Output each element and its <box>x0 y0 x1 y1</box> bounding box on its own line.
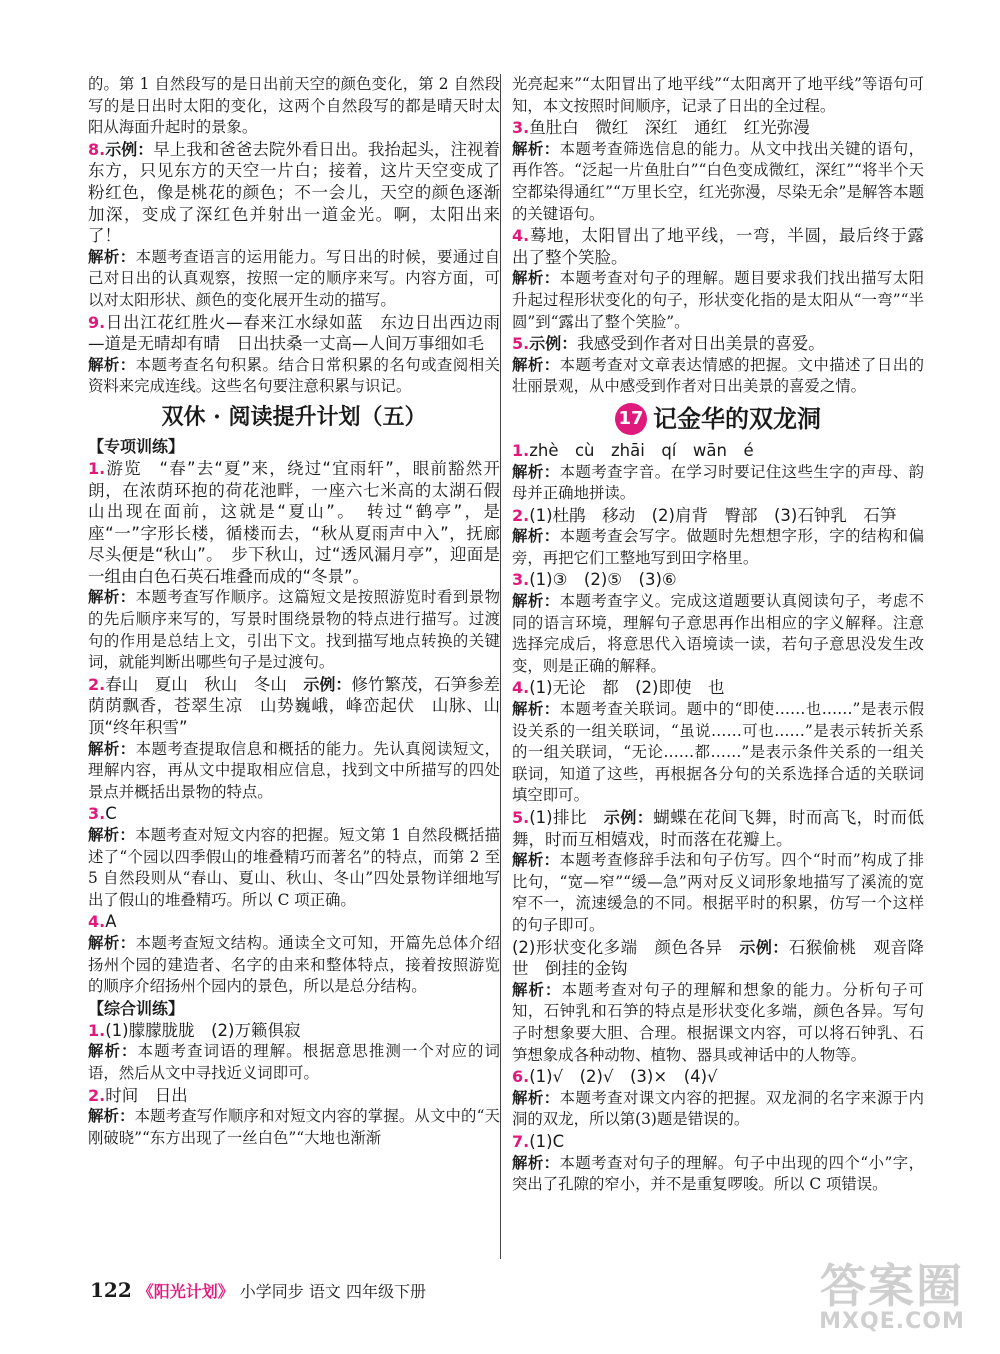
intro-paragraph: 的。第 1 自然段写的是日出前天空的颜色变化，第 2 自然段写的是日出时太阳的变化，这两个自然段写的都是晴天时太阳从海面升起时的景象。 <box>88 75 500 137</box>
explanation-label: 解析： <box>512 269 560 288</box>
answer-text: (1)③ (2)⑤ (3)⑥ <box>529 570 677 590</box>
explanation-l5 <box>512 850 924 936</box>
explanation-label: 解析： <box>512 1153 560 1172</box>
explanation-label: 解析： <box>512 980 562 999</box>
lesson-number-badge: 17 <box>615 403 647 435</box>
answer-9 <box>88 312 500 355</box>
answer-s1 <box>88 458 500 588</box>
explanation-label: 解析： <box>512 592 560 611</box>
lesson-title-text: 记金华的双龙洞 <box>653 403 821 433</box>
lesson-title <box>512 400 924 438</box>
question-number: 4. <box>512 226 530 246</box>
right-column <box>512 74 924 1196</box>
explanation-l2 <box>512 526 924 569</box>
explanation-l3 <box>512 591 924 677</box>
answer-text: C <box>105 804 117 824</box>
answer-text: (1)C <box>529 1131 565 1151</box>
explanation-r4 <box>512 268 924 333</box>
question-number: 1. <box>88 458 106 478</box>
explanation-label: 解析： <box>88 739 136 758</box>
answer-text: (2)形状变化多端 颜色各异 <box>512 937 740 957</box>
explanation-label: 解析： <box>88 1042 138 1061</box>
answer-text: 我感受到作者对日出美景的喜爱。 <box>577 334 825 354</box>
left-column <box>88 74 517 1149</box>
explanation-label: 解析： <box>512 139 560 158</box>
answer-l3 <box>512 569 924 591</box>
explanation-text: 本题考查筛选信息的能力。从文中找出关键的语句，再作答。“泛起一片鱼肚白”“白色变成微红，深红”“将半个天空都染得通红”“万里长空，红光弥漫，尽染无余”是解答本题的关键语句。 <box>512 139 924 223</box>
question-number: 8. <box>88 139 106 159</box>
explanation-l1 <box>512 462 924 505</box>
answer-text: 日出江花红胜火—春来江水绿如蓝 东边日出西边雨—道是无晴却有晴 日出扶桑一丈高—人间万事细如毛 <box>88 312 500 354</box>
brand-name: 《阳光计划》 <box>137 1281 234 1301</box>
explanation-label: 解析： <box>88 588 136 607</box>
explanation-text: 本题考查对短文内容的把握。短文第 1 自然段概括描述了“个园以四季假山的堆叠精巧而著名”的特点，而第 2 至 5 自然段则从“春山、夏山、秋山、冬山”四处景物详细地写出了假山的堆叠精巧。所以 C 项正确。 <box>88 826 500 909</box>
explanation-text: 本题考查字音。在学习时要记住这些生字的声母、韵母并正确地拼读。 <box>512 462 924 503</box>
answer-l5 <box>512 807 924 850</box>
explanation-label: 解析： <box>88 355 136 374</box>
explanation-text: 本题考查修辞手法和句子仿写。四个“时而”构成了排比句，“宽—窄”“缓—急”两对反义词形象地描写了溪流的宽窄不一，流速缓急的不同。根据平时的积累，仿写一个这样的句子即可。 <box>512 851 924 934</box>
answer-text: 蝴蝶在花间飞舞，时而高飞，时而低舞，时而互相嬉戏，时而落在花瓣上。 <box>512 808 924 849</box>
explanation-l5-2 <box>512 980 924 1066</box>
watermark-text: 答案圈 <box>820 1259 964 1313</box>
example-label: 示例： <box>303 674 352 694</box>
explanation-l4 <box>512 699 924 807</box>
explanation-text: 本题考查短文结构。通读全文可知，开篇先总体介绍扬州个园的建造者、名字的由来和整体特点，接着按照游览的顺序介绍扬州个园内的景色，所以是总分结构。 <box>88 933 500 996</box>
explanation-text: 本题考查写作顺序。这篇短文是按照游览时看到景物的先后顺序来写的，写景时围绕景物的特点进行描写。过渡句的作用是总结上文，引出下文。找到描写地点转换的关键词，就能判断出哪些句子是过渡句。 <box>88 588 500 672</box>
series-title: 小学同步 语文 四年级下册 <box>239 1281 426 1301</box>
answer-text: 蓦地，太阳冒出了地平线，一弯，半圆，最后终于露出了整个笑脸。 <box>512 226 924 267</box>
answer-text: 游览 “春”去“夏”来，绕过“宜雨轩”，眼前豁然开朗，在浓荫环抱的荷花池畔，一座六七米高的太湖石假山出现在面前，这就是“夏山”。 转过“鹤亭”，是座“一”字形长楼，循楼而去，“秋从夏雨声中入”，抚廊尽头便是“秋山”。 步下秋山，过“透风漏月亭”，迎面是一组由白色石英石堆叠而成的“冬景”。 <box>88 458 500 586</box>
explanation-label: 解析： <box>88 826 136 844</box>
answer-8 <box>88 139 500 247</box>
question-number: 5. <box>512 808 530 827</box>
explanation-label: 解析： <box>88 933 136 952</box>
explanation-text: 本题考查名句积累。结合日常积累的名句或查阅相关资料来完成连线。这些名句要注意积累与识记。 <box>88 355 500 396</box>
answer-l1 <box>512 440 924 462</box>
answer-text: (1)杜鹃 移动 (2)肩背 臀部 (3)石钟乳 石笋 <box>529 505 897 525</box>
question-number: 2. <box>88 1085 106 1105</box>
explanation-s4 <box>88 933 500 998</box>
question-number: 1. <box>88 1020 106 1040</box>
answer-r5 <box>512 333 924 355</box>
explanation-z1 <box>88 1041 500 1084</box>
answer-text: 石猴偷桃 观音降世 倒挂的金钩 <box>512 937 924 979</box>
explanation-9 <box>88 355 500 398</box>
explanation-text: 本题考查语言的运用能力。写日出的时候，要通过自己对日出的认真观察，按照一定的顺序来写。内容方面，可以对太阳形状、颜色的变化展开生动的描写。 <box>88 247 500 309</box>
question-number: 6. <box>512 1067 530 1087</box>
example-label: 示例： <box>603 808 654 827</box>
question-number: 5. <box>512 334 530 354</box>
page-footer <box>90 1278 426 1302</box>
answer-text: (1)朦朦胧胧 (2)万籁俱寂 <box>105 1020 301 1040</box>
answer-l2 <box>512 505 924 527</box>
question-number: 2. <box>88 674 106 694</box>
page-number: 122 <box>90 1278 132 1302</box>
answer-s2 <box>88 674 517 739</box>
answer-text: 早上我和爸爸去院外看日出。我抬起头，注视着东方，只见东方的天空一片白；接着，这片天空变成了粉红色，像是桃花的颜色；不一会儿，天空的颜色逐渐加深，变成了深红色并射出一道金光。啊，太阳出来了！ <box>88 139 500 246</box>
explanation-label: 解析： <box>512 851 560 870</box>
explanation-text: 本题考查提取信息和概括的能力。先认真阅读短文，理解内容，再从文中提取相应信息，找到文中所描写的四处景点并概括出景物的特点。 <box>88 739 500 801</box>
explanation-l7 <box>512 1153 924 1196</box>
explanation-z2 <box>88 1106 500 1149</box>
explanation-r3 <box>512 139 924 225</box>
explanation-label: 解析： <box>512 355 560 374</box>
question-number: 3. <box>512 118 530 138</box>
answer-l5-2 <box>512 937 924 980</box>
explanation-label: 解析： <box>88 1107 135 1126</box>
question-number: 2. <box>512 505 530 525</box>
answer-r3 <box>512 117 924 139</box>
answer-z1 <box>88 1020 500 1042</box>
answer-text: 鱼肚白 微红 深红 通红 红光弥漫 <box>529 118 810 138</box>
explanation-text: 本题考查词语的理解。根据意思推测一个对应的词语，然后从文中寻找近义词即可。 <box>88 1042 500 1082</box>
question-number: 3. <box>88 804 106 824</box>
explanation-label: 解析： <box>512 527 560 546</box>
explanation-label: 解析： <box>512 1088 560 1107</box>
answer-text: (1)排比 <box>529 808 604 827</box>
answer-s3 <box>88 803 500 825</box>
question-number: 4. <box>88 912 106 932</box>
continued-paragraph: 光亮起来”“太阳冒出了地平线”“太阳离开了地平线”等语句可知，本文按照时间顺序，记录了日出的全过程。 <box>512 75 924 115</box>
explanation-s3 <box>88 825 500 911</box>
explanation-8 <box>88 247 500 312</box>
example-label: 示例： <box>105 139 154 159</box>
answer-l4 <box>512 677 924 699</box>
answer-text: 春山 夏山 秋山 冬山 <box>105 674 304 694</box>
question-number: 7. <box>512 1131 530 1151</box>
section-title: 双休 · 阅读提升计划（五） <box>161 403 427 430</box>
answer-text: (1)无论 都 (2)即使 也 <box>529 678 725 698</box>
sub-heading-comprehensive: 【综合训练】 <box>88 998 185 1018</box>
explanation-label: 解析： <box>512 462 560 481</box>
question-number: 3. <box>512 570 530 590</box>
explanation-text: 本题考查对句子的理解和想象的能力。分析句子可知，石钟乳和石笋的特点是形状变化多端，颜色各异。写句子时想象要大胆、合理。根据课文内容，可以将石钟乳、石笋想象成各种动物、植物、器具或神话中的人物等。 <box>512 980 924 1064</box>
watermark-logo <box>802 1259 982 1340</box>
explanation-r5 <box>512 355 924 398</box>
explanation-text: 本题考查对句子的理解。句子中出现的四个“小”字，突出了孔隙的窄小，并不是重复啰唆。所以 C 项错误。 <box>512 1153 924 1194</box>
explanation-s1 <box>88 587 500 673</box>
answer-text: 修竹繁茂，石笋参差 荫荫飘香，苍翠生凉 山势巍峨，峰峦起伏 山脉、山顶“终年积雪” <box>88 674 517 738</box>
explanation-s2 <box>88 739 500 804</box>
explanation-label: 解析： <box>88 247 136 266</box>
answer-text: A <box>105 912 117 932</box>
explanation-text: 本题考查写作顺序和对短文内容的掌握。从文中的“天刚破晓”“东方出现了一丝白色”“大地也渐渐 <box>88 1107 500 1147</box>
example-label: 示例： <box>739 937 789 957</box>
sub-heading-special: 【专项训练】 <box>88 436 185 456</box>
answer-s4 <box>88 911 500 933</box>
answer-z2 <box>88 1085 500 1107</box>
watermark-url: MXQE.COM <box>819 1309 965 1334</box>
answer-text: (1)√ (2)√ (3)× (4)√ <box>529 1067 718 1087</box>
answer-r4 <box>512 225 924 268</box>
answer-l7 <box>512 1131 924 1153</box>
explanation-text: 本题考查会写字。做题时先想想字形，字的结构和偏旁，再把它们工整地写到田字格里。 <box>512 527 924 567</box>
explanation-text: 本题考查关联词。题中的“即使……也……”是表示假设关系的一组关联词，“虽说……可也……”是表示转折关系的一组关联词，“无论……都……”是表示条件关系的一组关联词，知道了这些，再根据各分句的关系选择合适的关联词填空即可。 <box>512 700 924 805</box>
explanation-label: 解析： <box>512 700 560 719</box>
explanation-text: 本题考查对课文内容的把握。双龙洞的名字来源于内洞的双龙，所以第(3)题是错误的。 <box>512 1088 924 1129</box>
answer-text: 时间 日出 <box>105 1085 188 1105</box>
column-divider <box>500 74 501 1259</box>
explanation-text: 本题考查字义。完成这道题要认真阅读句子，考虑不同的语言环境，理解句子意思再作出相应的字义解释。注意选择完成后，将意思代入语境读一读，若句子意思没发生改变，则是正确的解释。 <box>512 592 924 675</box>
question-number: 9. <box>88 312 106 332</box>
question-number: 1. <box>512 440 530 460</box>
explanation-l6 <box>512 1088 924 1131</box>
question-number: 4. <box>512 678 530 698</box>
explanation-text: 本题考查对文章表达情感的把握。文中描述了日出的壮丽景观，从中感受到作者对日出美景的喜爱之情。 <box>512 355 924 396</box>
answer-text: zhè cù zhāi qí wān é <box>529 440 754 460</box>
explanation-text: 本题考查对句子的理解。题目要求我们找出描写太阳升起过程形状变化的句子，形状变化指的是太阳从“一弯”“半圆”到“露出了整个笑脸”。 <box>512 269 924 331</box>
answer-l6 <box>512 1066 924 1088</box>
example-label: 示例： <box>529 334 578 354</box>
